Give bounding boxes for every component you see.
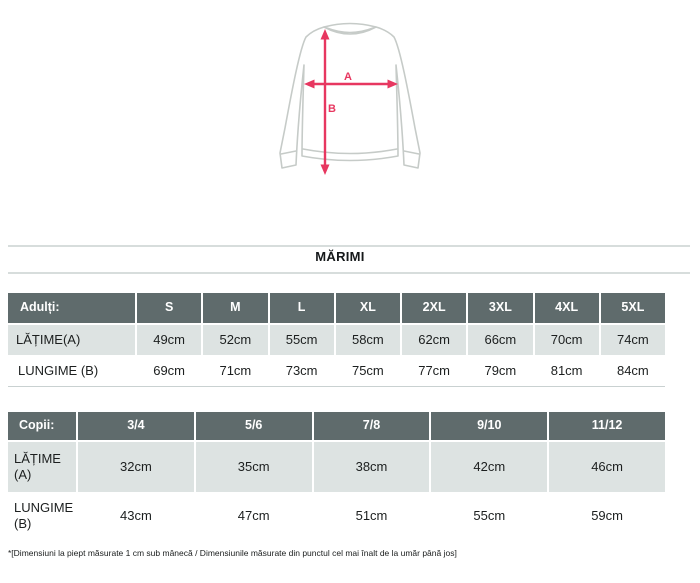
children-length-value: 51cm [314, 494, 430, 538]
children-width-value: 42cm [431, 442, 547, 492]
children-col-header: 9/10 [431, 412, 547, 440]
adults-length-value: 69cm [137, 357, 201, 386]
adults-length-value: 79cm [468, 357, 532, 386]
adults-col-header: 3XL [468, 293, 532, 323]
children-length-value: 55cm [431, 494, 547, 538]
adults-col-header: 4XL [535, 293, 599, 323]
adults-col-header: L [270, 293, 334, 323]
children-col-header: 7/8 [314, 412, 430, 440]
length-arrow-label: B [328, 103, 336, 115]
shirt-diagram [240, 10, 460, 190]
adults-col-header: 5XL [601, 293, 665, 323]
adults-width-value: 74cm [601, 325, 665, 355]
children-width-value: 46cm [549, 442, 665, 492]
adults-size-table [8, 293, 665, 386]
adults-width-value: 62cm [402, 325, 466, 355]
children-length-value: 59cm [549, 494, 665, 538]
section-title: MĂRIMI [315, 249, 365, 264]
children-length-row-label: LUNGIME (B) [8, 494, 76, 538]
adults-width-row-label: LĂȚIME(A) [8, 325, 135, 355]
adults-col-header: 2XL [402, 293, 466, 323]
children-width-value: 32cm [78, 442, 194, 492]
width-arrow-label: A [344, 71, 352, 83]
children-size-table [8, 412, 665, 538]
shirt-outline [280, 24, 420, 169]
adults-width-value: 55cm [270, 325, 334, 355]
children-table-label: Copii: [8, 412, 76, 440]
adults-width-value: 66cm [468, 325, 532, 355]
children-col-header: 5/6 [196, 412, 312, 440]
adults-length-value: 84cm [601, 357, 665, 386]
adults-table-bottom-rule [8, 386, 665, 387]
shirt-diagram-svg [240, 10, 460, 190]
adults-length-value: 73cm [270, 357, 334, 386]
adults-length-value: 81cm [535, 357, 599, 386]
children-width-value: 38cm [314, 442, 430, 492]
children-width-value: 35cm [196, 442, 312, 492]
children-length-value: 43cm [78, 494, 194, 538]
adults-width-value: 58cm [336, 325, 400, 355]
adults-length-row-label: LUNGIME (B) [8, 357, 135, 386]
adults-width-value: 52cm [203, 325, 267, 355]
children-col-header: 3/4 [78, 412, 194, 440]
adults-length-value: 77cm [402, 357, 466, 386]
measurement-footnote: *[Dimensiuni la piept măsurate 1 cm sub mânecă / Dimensiunile măsurate din punctul cel mai înalt de la umăr până jos] [8, 548, 457, 558]
rule-above-title [8, 245, 690, 247]
adults-width-value: 49cm [137, 325, 201, 355]
adults-length-value: 71cm [203, 357, 267, 386]
adults-col-header: M [203, 293, 267, 323]
adults-table-label: Adulți: [8, 293, 135, 323]
children-length-value: 47cm [196, 494, 312, 538]
adults-col-header: S [137, 293, 201, 323]
adults-width-value: 70cm [535, 325, 599, 355]
adults-col-header: XL [336, 293, 400, 323]
children-col-header: 11/12 [549, 412, 665, 440]
adults-length-value: 75cm [336, 357, 400, 386]
rule-below-title [8, 272, 690, 274]
children-width-row-label: LĂȚIME (A) [8, 442, 76, 492]
